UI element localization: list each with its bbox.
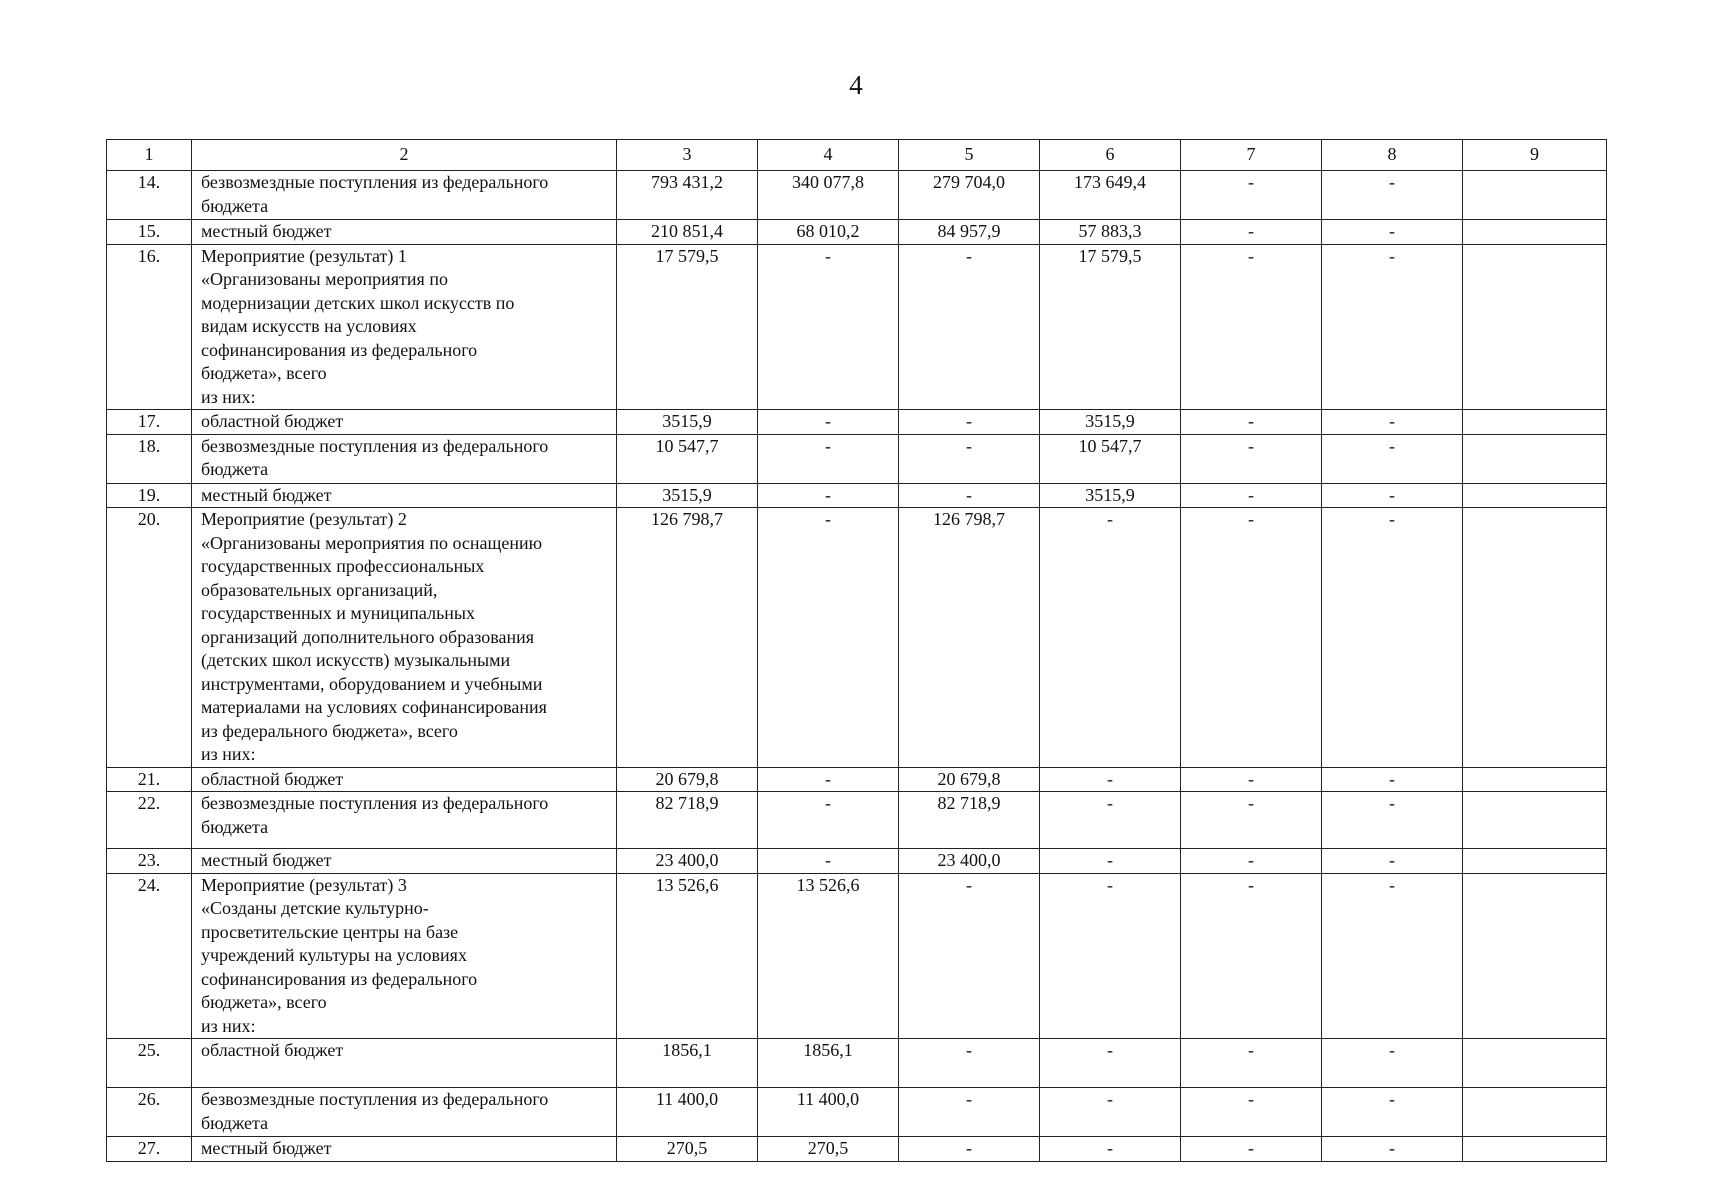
value-cell-col-7: - bbox=[1181, 849, 1322, 874]
value-cell-col-6: - bbox=[1040, 792, 1181, 849]
description-line: местный бюджет bbox=[201, 484, 332, 505]
description-line: из федерального бюджета», всего bbox=[201, 720, 458, 741]
header-row bbox=[107, 140, 1607, 171]
description-line: Мероприятие (результат) 3 bbox=[201, 874, 407, 895]
value-cell-col-3: 82 718,9 bbox=[617, 792, 758, 849]
description-line: материалами на условиях софинансирования bbox=[201, 697, 547, 717]
table-row bbox=[107, 1088, 1607, 1137]
value-cell-col-9 bbox=[1463, 434, 1607, 483]
description-line: софинансирования из федерального bbox=[201, 339, 478, 360]
description-line: бюджета», всего bbox=[201, 992, 327, 1012]
row-number: 19. bbox=[107, 483, 192, 508]
description-line: из них: bbox=[201, 1015, 256, 1036]
header-cell: 8 bbox=[1322, 140, 1463, 171]
value-cell-col-7: - bbox=[1181, 244, 1322, 410]
value-cell-col-6: - bbox=[1040, 508, 1181, 768]
description-line: софинансирования из федерального bbox=[201, 968, 478, 989]
value-cell-col-9 bbox=[1463, 171, 1607, 220]
value-cell-col-6: - bbox=[1040, 849, 1181, 874]
table-row bbox=[107, 1039, 1607, 1088]
description-line: Мероприятие (результат) 1 bbox=[201, 245, 407, 266]
header-cell: 9 bbox=[1463, 140, 1607, 171]
table-row bbox=[107, 244, 1607, 410]
value-cell-col-8: - bbox=[1322, 849, 1463, 874]
value-cell-col-6: - bbox=[1040, 1137, 1181, 1162]
description-line: государственных и муниципальных bbox=[201, 603, 475, 623]
table-body bbox=[107, 171, 1607, 1162]
value-cell-col-6: - bbox=[1040, 873, 1181, 1039]
row-number: 25. bbox=[107, 1039, 192, 1088]
value-cell-col-4: - bbox=[758, 849, 899, 874]
row-description bbox=[192, 508, 617, 768]
description-line: бюджета bbox=[201, 195, 269, 216]
description-line: из них: bbox=[201, 744, 256, 764]
value-cell-col-8: - bbox=[1322, 483, 1463, 508]
value-cell-col-3: 13 526,6 bbox=[617, 873, 758, 1039]
description-line: образовательных организаций, bbox=[201, 579, 438, 600]
description-line: (детских школ искусств) музыкальными bbox=[201, 650, 511, 670]
value-cell-col-6: 17 579,5 bbox=[1040, 244, 1181, 410]
value-cell-col-8: - bbox=[1322, 434, 1463, 483]
table-row bbox=[107, 434, 1607, 483]
row-number: 18. bbox=[107, 434, 192, 483]
description-line: безвозмездные поступления из федерального bbox=[201, 793, 549, 813]
value-cell-col-3: 3515,9 bbox=[617, 410, 758, 435]
description-line: бюджета bbox=[201, 1112, 269, 1133]
value-cell-col-9 bbox=[1463, 1039, 1607, 1088]
value-cell-col-7: - bbox=[1181, 508, 1322, 768]
value-cell-col-6: - bbox=[1040, 1088, 1181, 1137]
header-cell: 7 bbox=[1181, 140, 1322, 171]
value-cell-col-3: 126 798,7 bbox=[617, 508, 758, 768]
row-number: 26. bbox=[107, 1088, 192, 1137]
row-description bbox=[192, 849, 617, 874]
table-row bbox=[107, 792, 1607, 849]
value-cell-col-9 bbox=[1463, 220, 1607, 245]
value-cell-col-8: - bbox=[1322, 171, 1463, 220]
value-cell-col-5: 82 718,9 bbox=[899, 792, 1040, 849]
value-cell-col-3: 10 547,7 bbox=[617, 434, 758, 483]
table-row bbox=[107, 220, 1607, 245]
row-number: 22. bbox=[107, 792, 192, 849]
value-cell-col-8: - bbox=[1322, 767, 1463, 792]
value-cell-col-3: 23 400,0 bbox=[617, 849, 758, 874]
value-cell-col-8: - bbox=[1322, 1137, 1463, 1162]
value-cell-col-5: 23 400,0 bbox=[899, 849, 1040, 874]
value-cell-col-4: 270,5 bbox=[758, 1137, 899, 1162]
value-cell-col-5: - bbox=[899, 1137, 1040, 1162]
value-cell-col-7: - bbox=[1181, 171, 1322, 220]
row-description bbox=[192, 1137, 617, 1162]
row-description bbox=[192, 483, 617, 508]
value-cell-col-9 bbox=[1463, 483, 1607, 508]
value-cell-col-4: 11 400,0 bbox=[758, 1088, 899, 1137]
value-cell-col-7: - bbox=[1181, 873, 1322, 1039]
value-cell-col-3: 20 679,8 bbox=[617, 767, 758, 792]
table-row bbox=[107, 849, 1607, 874]
table-row bbox=[107, 1137, 1607, 1162]
row-description bbox=[192, 792, 617, 849]
value-cell-col-7: - bbox=[1181, 1039, 1322, 1088]
row-description bbox=[192, 220, 617, 245]
value-cell-col-7: - bbox=[1181, 792, 1322, 849]
row-number: 15. bbox=[107, 220, 192, 245]
header-cell: 1 bbox=[107, 140, 192, 171]
row-description bbox=[192, 767, 617, 792]
table-row bbox=[107, 508, 1607, 768]
value-cell-col-4: - bbox=[758, 410, 899, 435]
row-number: 16. bbox=[107, 244, 192, 410]
description-line: Мероприятие (результат) 2 bbox=[201, 509, 407, 529]
value-cell-col-5: 126 798,7 bbox=[899, 508, 1040, 768]
value-cell-col-8: - bbox=[1322, 792, 1463, 849]
row-number: 14. bbox=[107, 171, 192, 220]
value-cell-col-5: - bbox=[899, 244, 1040, 410]
table-row bbox=[107, 171, 1607, 220]
description-line: местный бюджет bbox=[201, 1138, 332, 1158]
value-cell-col-9 bbox=[1463, 1137, 1607, 1162]
value-cell-col-5: - bbox=[899, 1039, 1040, 1088]
value-cell-col-9 bbox=[1463, 508, 1607, 768]
value-cell-col-6: 3515,9 bbox=[1040, 483, 1181, 508]
description-line: бюджета bbox=[201, 459, 269, 479]
row-description bbox=[192, 434, 617, 483]
table-row bbox=[107, 767, 1607, 792]
description-line: безвозмездные поступления из федерального bbox=[201, 1089, 549, 1109]
row-description bbox=[192, 244, 617, 410]
value-cell-col-9 bbox=[1463, 244, 1607, 410]
description-line: модернизации детских школ искусств по bbox=[201, 292, 515, 313]
value-cell-col-5: - bbox=[899, 1088, 1040, 1137]
row-description bbox=[192, 171, 617, 220]
value-cell-col-7: - bbox=[1181, 220, 1322, 245]
value-cell-col-4: - bbox=[758, 434, 899, 483]
value-cell-col-7: - bbox=[1181, 767, 1322, 792]
description-line: бюджета», всего bbox=[201, 363, 327, 383]
value-cell-col-4: 13 526,6 bbox=[758, 873, 899, 1039]
table-header bbox=[107, 140, 1607, 171]
header-cell: 2 bbox=[192, 140, 617, 171]
value-cell-col-8: - bbox=[1322, 1039, 1463, 1088]
value-cell-col-3: 1856,1 bbox=[617, 1039, 758, 1088]
description-line: государственных профессиональных bbox=[201, 556, 485, 576]
value-cell-col-6: - bbox=[1040, 767, 1181, 792]
value-cell-col-6: - bbox=[1040, 1039, 1181, 1088]
description-line: инструментами, оборудованием и учебными bbox=[201, 673, 543, 694]
value-cell-col-5: - bbox=[899, 434, 1040, 483]
row-description bbox=[192, 1088, 617, 1137]
row-number: 20. bbox=[107, 508, 192, 768]
value-cell-col-9 bbox=[1463, 767, 1607, 792]
value-cell-col-8: - bbox=[1322, 1088, 1463, 1137]
value-cell-col-5: - bbox=[899, 483, 1040, 508]
value-cell-col-3: 11 400,0 bbox=[617, 1088, 758, 1137]
value-cell-col-4: - bbox=[758, 508, 899, 768]
description-line: «Организованы мероприятия по оснащению bbox=[201, 532, 543, 553]
description-line: «Созданы детские культурно- bbox=[201, 898, 429, 918]
value-cell-col-7: - bbox=[1181, 410, 1322, 435]
description-line: видам искусств на условиях bbox=[201, 316, 417, 336]
value-cell-col-7: - bbox=[1181, 1088, 1322, 1137]
row-description bbox=[192, 410, 617, 435]
value-cell-col-3: 270,5 bbox=[617, 1137, 758, 1162]
value-cell-col-4: - bbox=[758, 767, 899, 792]
description-line: учреждений культуры на условиях bbox=[201, 945, 467, 965]
description-line: организаций дополнительного образования bbox=[201, 626, 534, 647]
value-cell-col-6: 173 649,4 bbox=[1040, 171, 1181, 220]
value-cell-col-6: 57 883,3 bbox=[1040, 220, 1181, 245]
description-line: безвозмездные поступления из федерального bbox=[201, 172, 549, 192]
value-cell-col-9 bbox=[1463, 1088, 1607, 1137]
row-description bbox=[192, 1039, 617, 1088]
value-cell-col-8: - bbox=[1322, 220, 1463, 245]
value-cell-col-8: - bbox=[1322, 508, 1463, 768]
header-cell: 5 bbox=[899, 140, 1040, 171]
value-cell-col-8: - bbox=[1322, 410, 1463, 435]
value-cell-col-4: - bbox=[758, 792, 899, 849]
value-cell-col-4: - bbox=[758, 483, 899, 508]
row-number: 17. bbox=[107, 410, 192, 435]
header-cell: 4 bbox=[758, 140, 899, 171]
value-cell-col-7: - bbox=[1181, 483, 1322, 508]
description-line: местный бюджет bbox=[201, 221, 332, 241]
table-row bbox=[107, 483, 1607, 508]
description-line: местный бюджет bbox=[201, 850, 332, 870]
value-cell-col-4: 340 077,8 bbox=[758, 171, 899, 220]
description-line: из них: bbox=[201, 386, 256, 407]
row-description bbox=[192, 873, 617, 1039]
value-cell-col-3: 793 431,2 bbox=[617, 171, 758, 220]
description-line: «Организованы мероприятия по bbox=[201, 269, 448, 289]
value-cell-col-9 bbox=[1463, 792, 1607, 849]
value-cell-col-4: - bbox=[758, 244, 899, 410]
value-cell-col-9 bbox=[1463, 873, 1607, 1039]
value-cell-col-5: - bbox=[899, 410, 1040, 435]
value-cell-col-7: - bbox=[1181, 434, 1322, 483]
row-number: 21. bbox=[107, 767, 192, 792]
description-line: областной бюджет bbox=[201, 768, 344, 789]
value-cell-col-4: 68 010,2 bbox=[758, 220, 899, 245]
value-cell-col-3: 17 579,5 bbox=[617, 244, 758, 410]
page-number: 4 bbox=[849, 70, 863, 100]
value-cell-col-5: - bbox=[899, 873, 1040, 1039]
row-number: 23. bbox=[107, 849, 192, 874]
row-number: 24. bbox=[107, 873, 192, 1039]
value-cell-col-3: 210 851,4 bbox=[617, 220, 758, 245]
value-cell-col-9 bbox=[1463, 410, 1607, 435]
value-cell-col-3: 3515,9 bbox=[617, 483, 758, 508]
value-cell-col-8: - bbox=[1322, 873, 1463, 1039]
value-cell-col-9 bbox=[1463, 849, 1607, 874]
value-cell-col-5: 20 679,8 bbox=[899, 767, 1040, 792]
value-cell-col-4: 1856,1 bbox=[758, 1039, 899, 1088]
value-cell-col-5: 279 704,0 bbox=[899, 171, 1040, 220]
description-line: просветительские центры на базе bbox=[201, 921, 459, 942]
description-line: безвозмездные поступления из федерального bbox=[201, 435, 549, 456]
value-cell-col-8: - bbox=[1322, 244, 1463, 410]
budget-table bbox=[106, 139, 1607, 1162]
description-line: областной бюджет bbox=[201, 1040, 344, 1060]
row-number: 27. bbox=[107, 1137, 192, 1162]
header-cell: 3 bbox=[617, 140, 758, 171]
description-line: областной бюджет bbox=[201, 411, 344, 431]
value-cell-col-6: 3515,9 bbox=[1040, 410, 1181, 435]
value-cell-col-7: - bbox=[1181, 1137, 1322, 1162]
header-cell: 6 bbox=[1040, 140, 1181, 171]
value-cell-col-6: 10 547,7 bbox=[1040, 434, 1181, 483]
value-cell-col-5: 84 957,9 bbox=[899, 220, 1040, 245]
table-row bbox=[107, 410, 1607, 435]
description-line: бюджета bbox=[201, 816, 269, 837]
table-row bbox=[107, 873, 1607, 1039]
